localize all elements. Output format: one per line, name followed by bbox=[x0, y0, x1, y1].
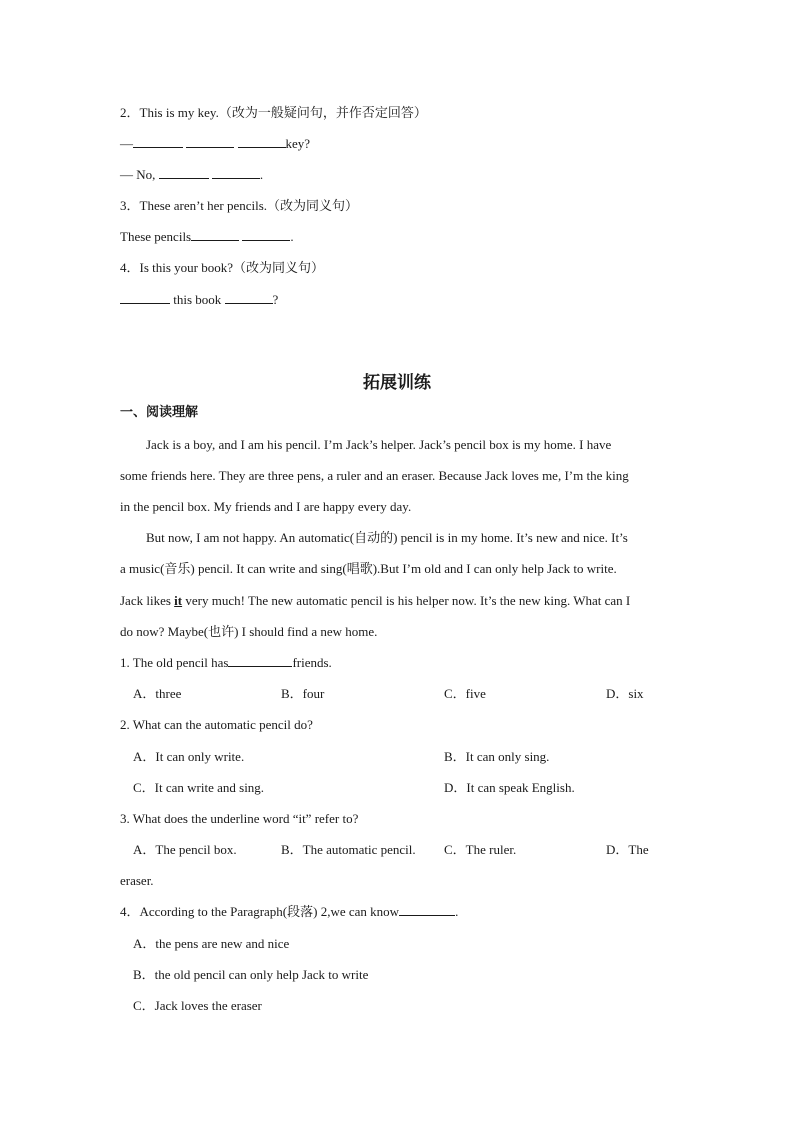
option-a[interactable]: A．the pens are new and nice bbox=[133, 936, 290, 951]
answer-suffix: key? bbox=[285, 136, 311, 151]
blank-field[interactable] bbox=[120, 291, 170, 304]
option-a[interactable]: A．The pencil box. bbox=[133, 842, 237, 857]
blank-field[interactable] bbox=[238, 135, 286, 148]
passage-paragraph-2-line bbox=[120, 592, 630, 610]
option-c[interactable]: C．The ruler. bbox=[444, 842, 517, 857]
answer-suffix: . bbox=[290, 229, 294, 244]
blank-field[interactable] bbox=[133, 135, 183, 148]
option-b[interactable]: B．four bbox=[281, 686, 325, 701]
passage-paragraph-1-line: some friends here. They are three pens, a ruler and an eraser. Because Jack loves me, I’m the king bbox=[120, 468, 629, 483]
reading-question-1 bbox=[120, 654, 332, 672]
option-d[interactable]: D．six bbox=[606, 686, 644, 701]
reading-section-heading: 一、阅读理解 bbox=[120, 405, 199, 420]
option-a[interactable]: A．It can only write. bbox=[133, 749, 245, 764]
answer-middle: this book bbox=[173, 292, 222, 307]
dash-text: — bbox=[120, 136, 133, 151]
passage-paragraph-2-line: do now? Maybe(也许) I should find a new home. bbox=[120, 624, 378, 639]
option-c[interactable]: C．Jack loves the eraser bbox=[133, 998, 262, 1013]
passage-paragraph-2-line: But now, I am not happy. An automatic(自动的) pencil is in my home. It’s new and nice. It’s bbox=[146, 530, 628, 545]
reading-question-3: 3. What does the underline word “it” refer to? bbox=[120, 811, 359, 826]
reading-question-4 bbox=[120, 903, 458, 921]
question-text: . bbox=[455, 904, 459, 919]
option-b[interactable]: B．It can only sing. bbox=[444, 749, 550, 764]
passage-paragraph-1-line: Jack is a boy, and I am his pencil. I’m Jack’s helper. Jack’s pencil box is my home. I have bbox=[146, 437, 612, 452]
question-text: 4．According to the Paragraph(段落) 2,we can know bbox=[120, 904, 400, 919]
question-2-answer-line bbox=[120, 135, 310, 153]
blank-field[interactable] bbox=[399, 903, 455, 916]
passage-paragraph-1-line: in the pencil box. My friends and I are happy every day. bbox=[120, 499, 412, 514]
response-suffix: . bbox=[259, 167, 264, 182]
reading-question-2: 2. What can the automatic pencil do? bbox=[120, 717, 313, 732]
answer-prefix: These pencils bbox=[120, 229, 192, 244]
passage-paragraph-2-line: a music(音乐) pencil. It can write and sing(唱歌).But I’m old and I can only help Jack to write. bbox=[120, 561, 617, 576]
passage-text: very much! The new automatic pencil is his helper now. It’s the new king. What can I bbox=[182, 593, 631, 608]
blank-field[interactable] bbox=[159, 166, 209, 179]
response-prefix: — No, bbox=[120, 167, 156, 182]
question-text: friends. bbox=[292, 655, 332, 670]
blank-field[interactable] bbox=[186, 135, 234, 148]
option-d[interactable]: D．The bbox=[606, 842, 649, 857]
blank-field[interactable] bbox=[225, 291, 273, 304]
option-d-continuation: eraser. bbox=[120, 873, 154, 888]
option-c[interactable]: C．five bbox=[444, 686, 486, 701]
section-title: 拓展训练 bbox=[363, 373, 431, 393]
blank-field[interactable] bbox=[242, 228, 290, 241]
option-d[interactable]: D．It can speak English. bbox=[444, 780, 575, 795]
option-a[interactable]: A．three bbox=[133, 686, 182, 701]
question-4-prompt: 4．Is this your book?（改为同义句） bbox=[120, 260, 325, 275]
question-2-prompt: 2．This is my key.（改为一般疑问句，并作否定回答） bbox=[120, 105, 427, 120]
blank-field[interactable] bbox=[212, 166, 260, 179]
question-2-response-line bbox=[120, 166, 263, 184]
passage-text: Jack likes bbox=[120, 593, 175, 608]
question-4-answer-line bbox=[120, 291, 278, 309]
question-3-answer-line bbox=[120, 228, 294, 246]
blank-field[interactable] bbox=[191, 228, 239, 241]
option-b[interactable]: B．the old pencil can only help Jack to write bbox=[133, 967, 369, 982]
underlined-word: it bbox=[174, 593, 183, 608]
option-b[interactable]: B．The automatic pencil. bbox=[281, 842, 416, 857]
question-3-prompt: 3．These aren’t her pencils.（改为同义句） bbox=[120, 198, 359, 213]
answer-suffix: ? bbox=[272, 292, 279, 307]
blank-field[interactable] bbox=[228, 654, 292, 667]
option-c[interactable]: C．It can write and sing. bbox=[133, 780, 265, 795]
question-text: 1. The old pencil has bbox=[120, 655, 229, 670]
